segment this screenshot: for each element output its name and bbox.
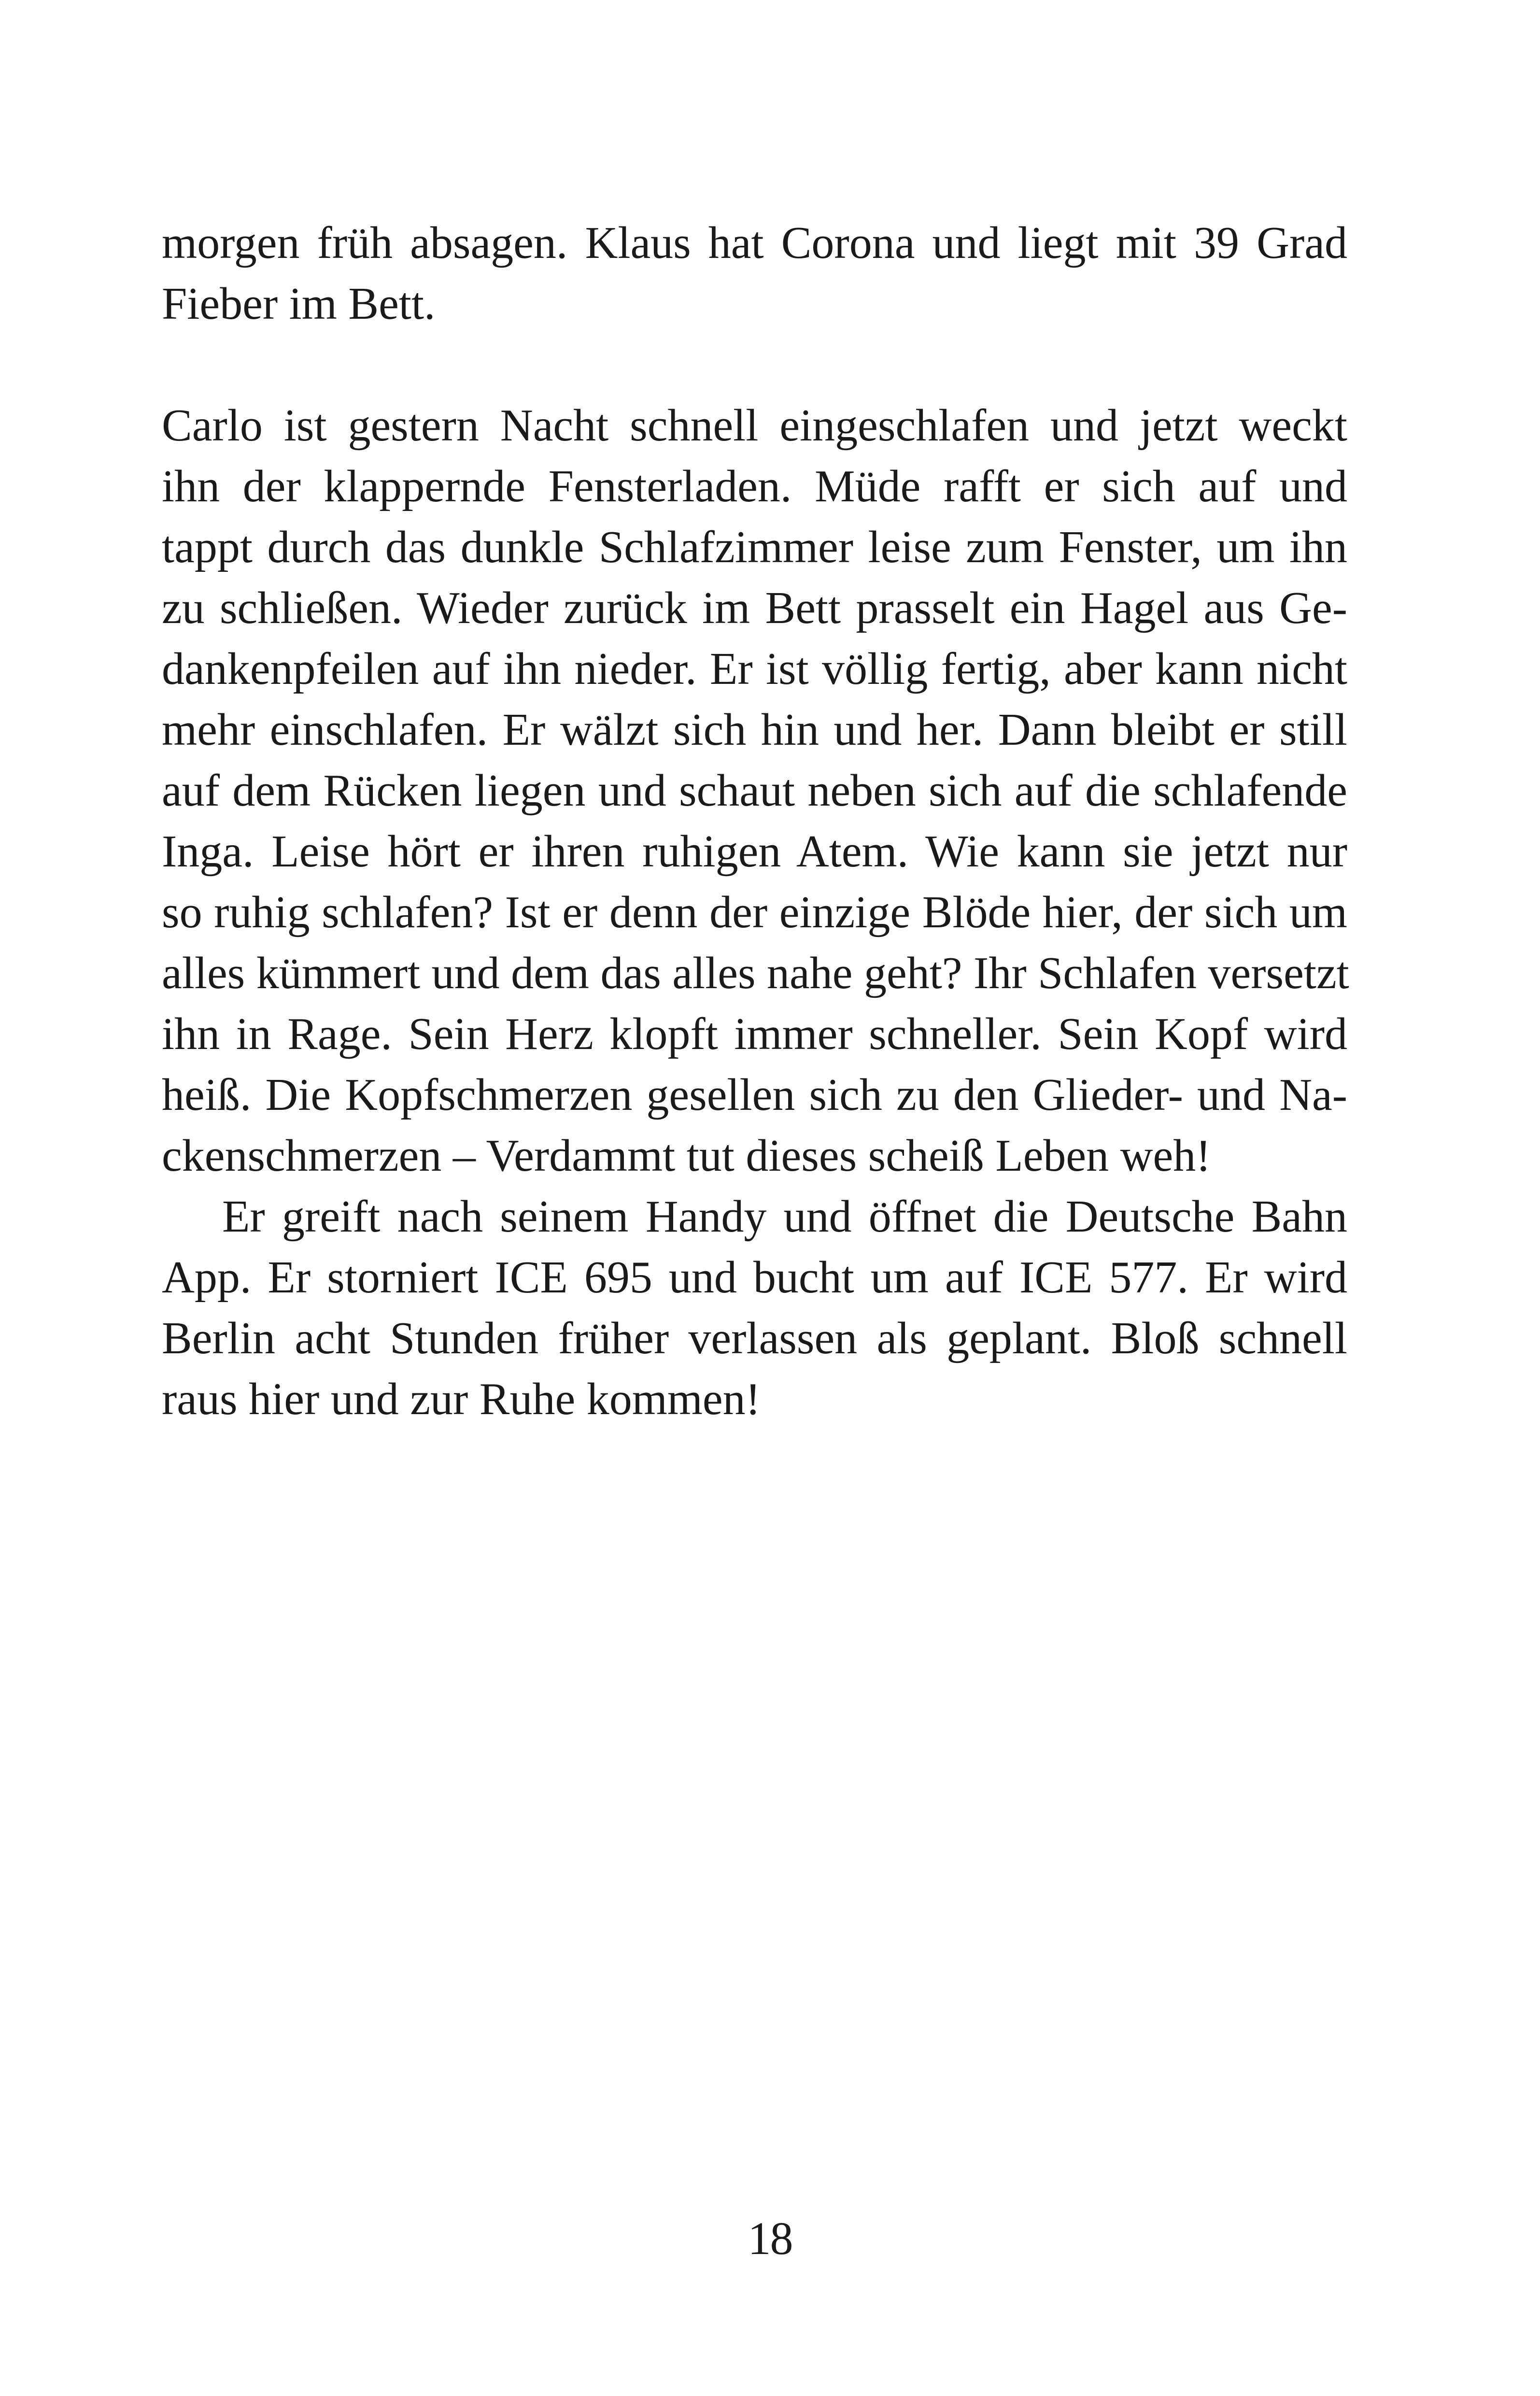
text-line: Fieber im Bett. [162, 279, 436, 329]
text-line: mehr einschlafen. Er wälzt sich hin und her. Dann bleibt er still [162, 705, 1347, 755]
text-line: zu schließen. Wieder zurück im Bett prasselt ein Hagel aus Ge- [162, 583, 1347, 633]
text-line: so ruhig schlafen? Ist er denn der einzige Blöde hier, der sich um [162, 887, 1347, 937]
text-line: App. Er storniert ICE 695 und bucht um auf ICE 577. Er wird [162, 1252, 1347, 1303]
text-line: dankenpfeilen auf ihn nieder. Er ist völlig fertig, aber kann nicht [162, 644, 1347, 694]
text-line: Er greift nach seinem Handy und öffnet die Deutsche Bahn [222, 1191, 1347, 1242]
text-line: Inga. Leise hört er ihren ruhigen Atem. Wie kann sie jetzt nur [162, 826, 1347, 877]
text-line: Berlin acht Stunden früher verlassen als geplant. Bloß schnell [162, 1313, 1347, 1363]
text-line: morgen früh absagen. Klaus hat Corona und liegt mit 39 Grad [162, 218, 1347, 268]
paragraph-gap [162, 334, 1347, 395]
text-line: alles kümmert und dem das alles nahe geht? Ihr Schlafen versetzt [162, 948, 1349, 998]
text-line: ckenschmerzen – Verdammt tut dieses scheiß Leben weh! [162, 1131, 1211, 1181]
text-line: heiß. Die Kopfschmerzen gesellen sich zu den Glieder- und Na- [162, 1070, 1347, 1120]
text-line: ihn der klappernde Fensterladen. Müde rafft er sich auf und [162, 461, 1347, 511]
body-text [162, 213, 1347, 1430]
text-line: ihn in Rage. Sein Herz klopft immer schneller. Sein Kopf wird [162, 1009, 1347, 1059]
text-line: tappt durch das dunkle Schlafzimmer leise zum Fenster, um ihn [162, 522, 1347, 572]
text-line: raus hier und zur Ruhe kommen! [162, 1374, 761, 1424]
text-line: auf dem Rücken liegen und schaut neben sich auf die schlafende [162, 766, 1347, 816]
text-line: Carlo ist gestern Nacht schnell eingeschlafen und jetzt weckt [162, 400, 1347, 451]
page-number: 18 [748, 2212, 792, 2264]
